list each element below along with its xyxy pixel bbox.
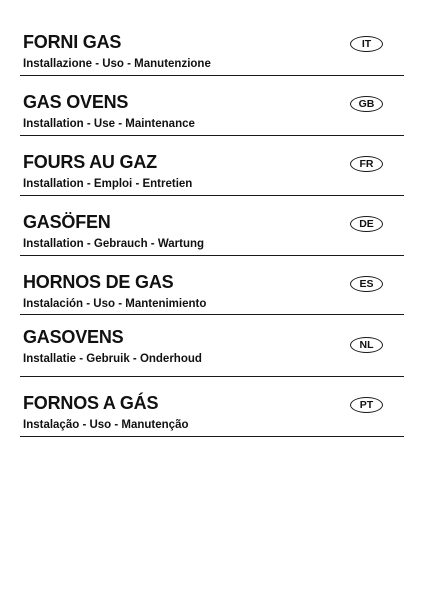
section-title: GAS OVENS [23, 92, 129, 112]
section-subtitle: Installatie - Gebruik - Onderhoud [23, 353, 202, 365]
section-subtitle: Instalação - Uso - Manutenção [23, 419, 189, 431]
language-badge: PT [350, 397, 383, 413]
language-badge: FR [350, 156, 383, 172]
section-es [20, 272, 404, 315]
section-title: GASÖFEN [23, 212, 111, 232]
language-badge: DE [350, 216, 383, 232]
section-subtitle: Installation - Use - Maintenance [23, 118, 195, 130]
section-de [20, 212, 404, 256]
section-fr [20, 152, 404, 196]
section-subtitle: Instalación - Uso - Mantenimiento [23, 298, 207, 310]
language-badge: GB [350, 96, 383, 112]
section-title: GASOVENS [23, 327, 124, 347]
section-subtitle: Installation - Emploi - Entretien [23, 178, 193, 190]
language-badge: NL [350, 337, 383, 353]
section-nl [20, 327, 404, 377]
section-title: FORNI GAS [23, 32, 122, 52]
section-title: FOURS AU GAZ [23, 152, 157, 172]
section-gb [20, 92, 404, 136]
section-pt [20, 393, 404, 437]
section-it [20, 32, 404, 76]
language-badge: IT [350, 36, 383, 52]
section-subtitle: Installazione - Uso - Manutenzione [23, 58, 211, 70]
section-subtitle: Installation - Gebrauch - Wartung [23, 238, 205, 250]
language-badge: ES [350, 276, 383, 292]
section-title: HORNOS DE GAS [23, 272, 174, 292]
section-title: FORNOS A GÁS [23, 393, 159, 413]
